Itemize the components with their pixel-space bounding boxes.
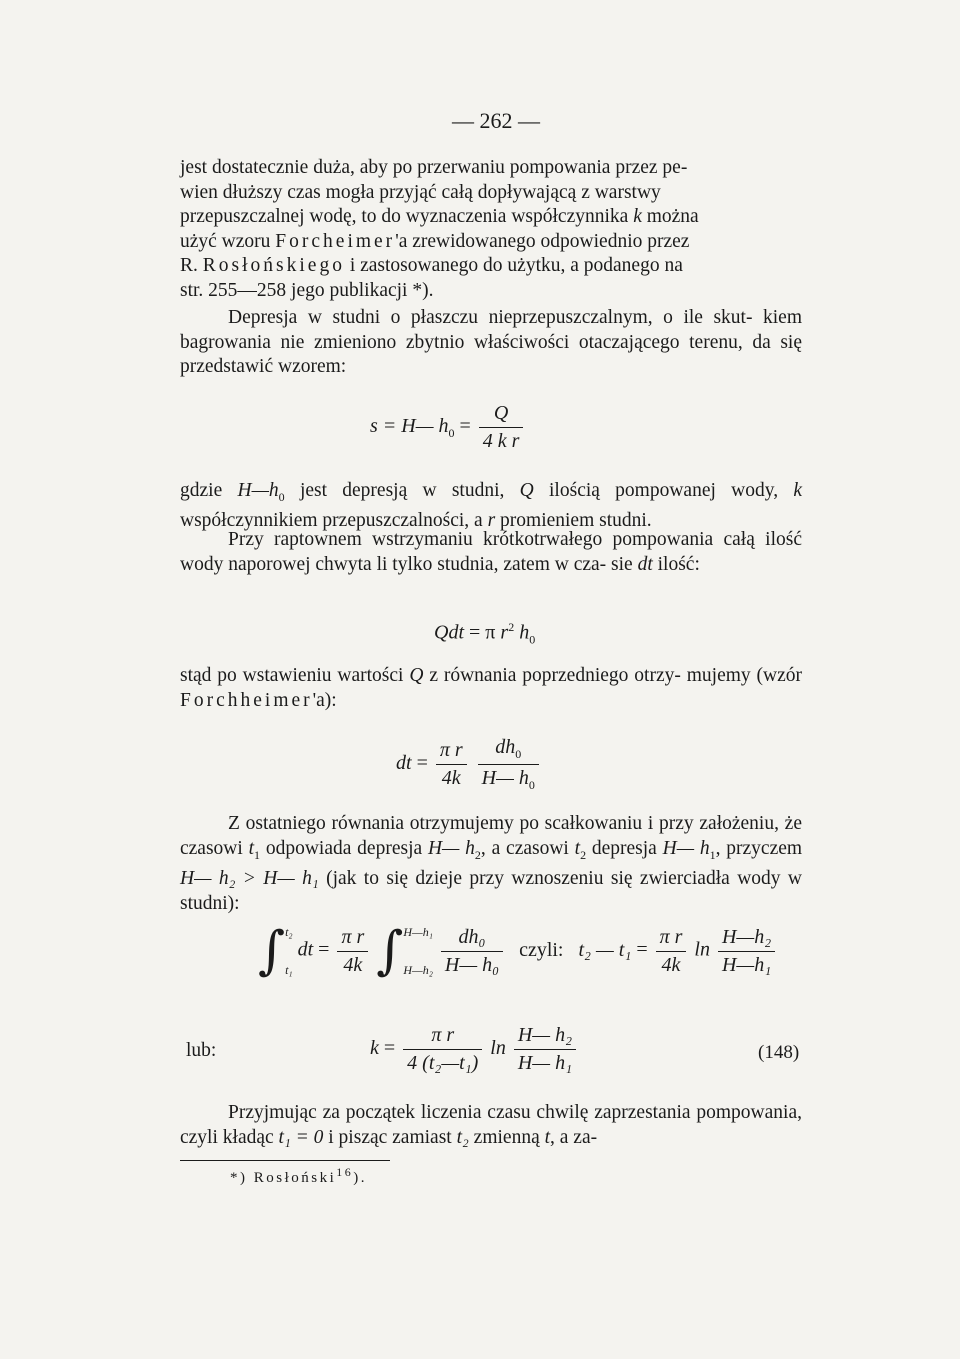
- subscript: 1: [254, 847, 261, 862]
- text-lub: lub:: [186, 1040, 217, 1061]
- math-symbol: Q: [519, 480, 534, 501]
- denominator: 4k: [441, 767, 461, 789]
- math-symbol: π: [485, 621, 496, 644]
- text: jest dostatecznie duża, aby po przerwaniu pompowania przez pe-: [180, 157, 688, 178]
- spaced-name: Forchheimer: [180, 689, 313, 711]
- line: [180, 230, 802, 255]
- denominator: H— h₀: [444, 953, 500, 976]
- paragraph-5: [180, 664, 802, 713]
- footnote-rule: [180, 1160, 390, 1161]
- paragraph-7: [180, 1101, 802, 1150]
- spaced-name: Forcheimer: [275, 230, 396, 252]
- text: jest depresją w studni,: [299, 480, 505, 501]
- subscript: 0: [448, 426, 455, 441]
- math-symbol: t₂: [456, 1126, 469, 1148]
- numerator: π r: [403, 1024, 482, 1050]
- math-symbol: H— h: [427, 837, 475, 859]
- math-symbol: k: [793, 480, 803, 501]
- footnote-mark: *): [230, 1170, 248, 1186]
- equation-1: [370, 402, 526, 453]
- math-symbol: dh: [495, 736, 516, 758]
- paragraph-2: [180, 306, 802, 380]
- text: można: [646, 206, 699, 228]
- math-symbol: H— h: [481, 767, 529, 789]
- subscript: 2: [474, 847, 481, 862]
- text: Depresja w studni o płaszczu nieprzepuszczalnym, o ile skut- kiem bagrowania nie zmieniono zbytnio właściwości otaczającego terenu, da się przedstawić wzorem:: [180, 307, 802, 378]
- numerator: H— h₂: [514, 1024, 576, 1050]
- fraction: [337, 926, 368, 977]
- page-number-text: — 262 —: [452, 108, 540, 133]
- subscript: 2: [580, 847, 587, 862]
- text: wien dłuższy czas mogła przyjąć całą dopływającą z warstwy: [180, 181, 661, 203]
- text: , a za-: [550, 1126, 598, 1148]
- text: 'a zrewidowanego odpowiednio przez: [395, 230, 690, 252]
- numerator: π r: [337, 926, 368, 952]
- text: i zastosowanego do użytku, a podanego na: [349, 255, 683, 277]
- footnote: [230, 1165, 367, 1187]
- math-symbol: r: [500, 621, 509, 644]
- integral-sign: ∫: [258, 921, 286, 981]
- text: Przy raptownem wstrzymaniu krótkotrwałego pompowania całą ilość wody naporowej chwyta li tylko studnia, zatem w cza- sie: [180, 529, 802, 575]
- text: R.: [180, 255, 198, 277]
- subscript: 1: [709, 847, 716, 862]
- numerator: H—h₂: [718, 926, 775, 952]
- equation-4: [258, 921, 778, 981]
- lower-limit: H—h₂: [403, 963, 433, 977]
- numerator: [478, 736, 539, 765]
- spaced-name: Rosłońskiego: [202, 255, 345, 277]
- equation-3: [396, 736, 542, 793]
- text: ilością pompowanej wody,: [549, 480, 779, 501]
- denominator: [478, 765, 539, 793]
- math-symbol: ln: [694, 938, 710, 961]
- text: z równania poprzedniego otrzy- mujemy (wzór: [429, 665, 803, 686]
- superscript: 2: [508, 620, 515, 634]
- eq-sign: =: [636, 938, 648, 961]
- text: , a czasowi: [480, 837, 569, 859]
- math-symbol: t: [544, 1126, 551, 1148]
- eq-lhs: Qdt: [434, 621, 464, 644]
- text: str. 255—258 jego publikacji *).: [180, 279, 434, 301]
- equation-5: [370, 1024, 579, 1075]
- math-symbol: h: [519, 621, 530, 644]
- subscript: 0: [528, 778, 535, 792]
- text: zmienną: [473, 1126, 540, 1148]
- paragraph-1: [180, 156, 802, 304]
- subscript: 0: [515, 747, 522, 761]
- math-expression: t₂ — t₁: [578, 938, 632, 961]
- math-symbol: t: [574, 837, 581, 859]
- text: depresja: [591, 837, 657, 859]
- eq-sign: =: [416, 752, 428, 775]
- text: , przyczem: [715, 837, 803, 859]
- upper-limit: t₂: [285, 925, 293, 939]
- text: odpowiada depresja: [265, 837, 423, 859]
- math-symbol: k: [370, 1037, 379, 1060]
- fraction: [441, 926, 503, 977]
- subscript: 0: [529, 632, 536, 647]
- eq-sign: =: [318, 938, 330, 961]
- fraction: [656, 926, 687, 977]
- integral-sign: ∫: [376, 921, 404, 981]
- footnote-name: Rosłoński: [253, 1170, 337, 1186]
- text: czyli:: [519, 938, 564, 961]
- upper-limit: H—h₁: [403, 925, 433, 939]
- eq-lhs: s = H— h: [370, 415, 449, 438]
- text-block: [180, 528, 802, 577]
- line: [180, 279, 802, 304]
- text: (jak to się dzieje przy wznoszeniu się zwierciadła wody w studni):: [180, 868, 803, 914]
- equation-number: (148): [758, 1042, 800, 1063]
- eq-sign: =: [459, 415, 471, 438]
- text-block: [180, 812, 802, 916]
- fraction: [479, 402, 524, 453]
- math-symbol: r: [487, 510, 496, 532]
- text: Przyjmując za początek liczenia czasu chwilę zaprzestania pompowania, czyli kładąc: [180, 1102, 802, 1148]
- math-symbol: dt: [297, 938, 314, 961]
- numerator: dh₀: [441, 926, 503, 952]
- eq-lhs: dt: [396, 752, 412, 775]
- text: przepuszczalnej wodę, to do wyznaczenia współczynnika: [180, 206, 629, 228]
- math-symbol: H—h: [237, 480, 279, 501]
- numerator: π r: [436, 739, 467, 765]
- text: Z ostatniego równania otrzymujemy po scałkowaniu i przy założeniu, że czasowi: [180, 813, 802, 859]
- numerator: Q: [479, 402, 524, 428]
- text: i pisząc zamiast: [328, 1126, 452, 1148]
- math-symbol: ln: [490, 1037, 506, 1060]
- line: [180, 254, 802, 279]
- fraction: [478, 736, 539, 793]
- math-symbol: H— h: [662, 837, 710, 859]
- paragraph-6: [180, 812, 802, 916]
- paragraph-3: [180, 479, 802, 534]
- text: gdzie: [180, 480, 223, 501]
- numerator: π r: [656, 926, 687, 952]
- denominator: 4 (t₂—t₁): [407, 1052, 479, 1074]
- equation-2: [434, 620, 535, 648]
- subscript: 0: [278, 489, 285, 504]
- denominator: 4k: [661, 953, 681, 976]
- math-symbol: t: [248, 837, 255, 859]
- lower-limit: t₁: [285, 963, 293, 977]
- line: [180, 156, 802, 181]
- fraction: [403, 1024, 482, 1075]
- math-expression: t₁ = 0: [278, 1126, 324, 1148]
- text-block: [180, 479, 802, 534]
- eq-sign: =: [383, 1037, 396, 1060]
- denominator: H—h₁: [721, 953, 772, 976]
- integral-limits: [285, 926, 293, 976]
- text: stąd po wstawieniu wartości: [180, 665, 404, 686]
- text-block: [180, 1101, 802, 1150]
- paragraph-4: [180, 528, 802, 577]
- fraction: [514, 1024, 576, 1075]
- denominator: H— h₁: [517, 1052, 573, 1074]
- fraction: [436, 739, 467, 790]
- text: użyć wzoru: [180, 230, 271, 252]
- text-block: [180, 664, 802, 713]
- integral-limits: [403, 926, 433, 976]
- line: [180, 205, 802, 230]
- footnote-end: ).: [353, 1170, 368, 1186]
- math-symbol: k: [633, 206, 642, 228]
- footnote-ref: 16: [336, 1165, 354, 1179]
- fraction: [718, 926, 775, 977]
- eq-sign: =: [469, 621, 481, 644]
- math-symbol: Q: [409, 665, 424, 686]
- text: promieniem studni.: [500, 510, 652, 532]
- math-symbol: dt: [637, 553, 653, 575]
- line: [180, 181, 802, 206]
- denominator: 4 k r: [482, 430, 520, 452]
- denominator: 4k: [343, 953, 363, 976]
- text: 'a):: [312, 689, 337, 711]
- math-expression: H— h₂ > H— h₁: [180, 868, 319, 890]
- text: współczynnikiem przepuszczalności, a: [180, 510, 483, 532]
- text: ilość:: [657, 553, 700, 575]
